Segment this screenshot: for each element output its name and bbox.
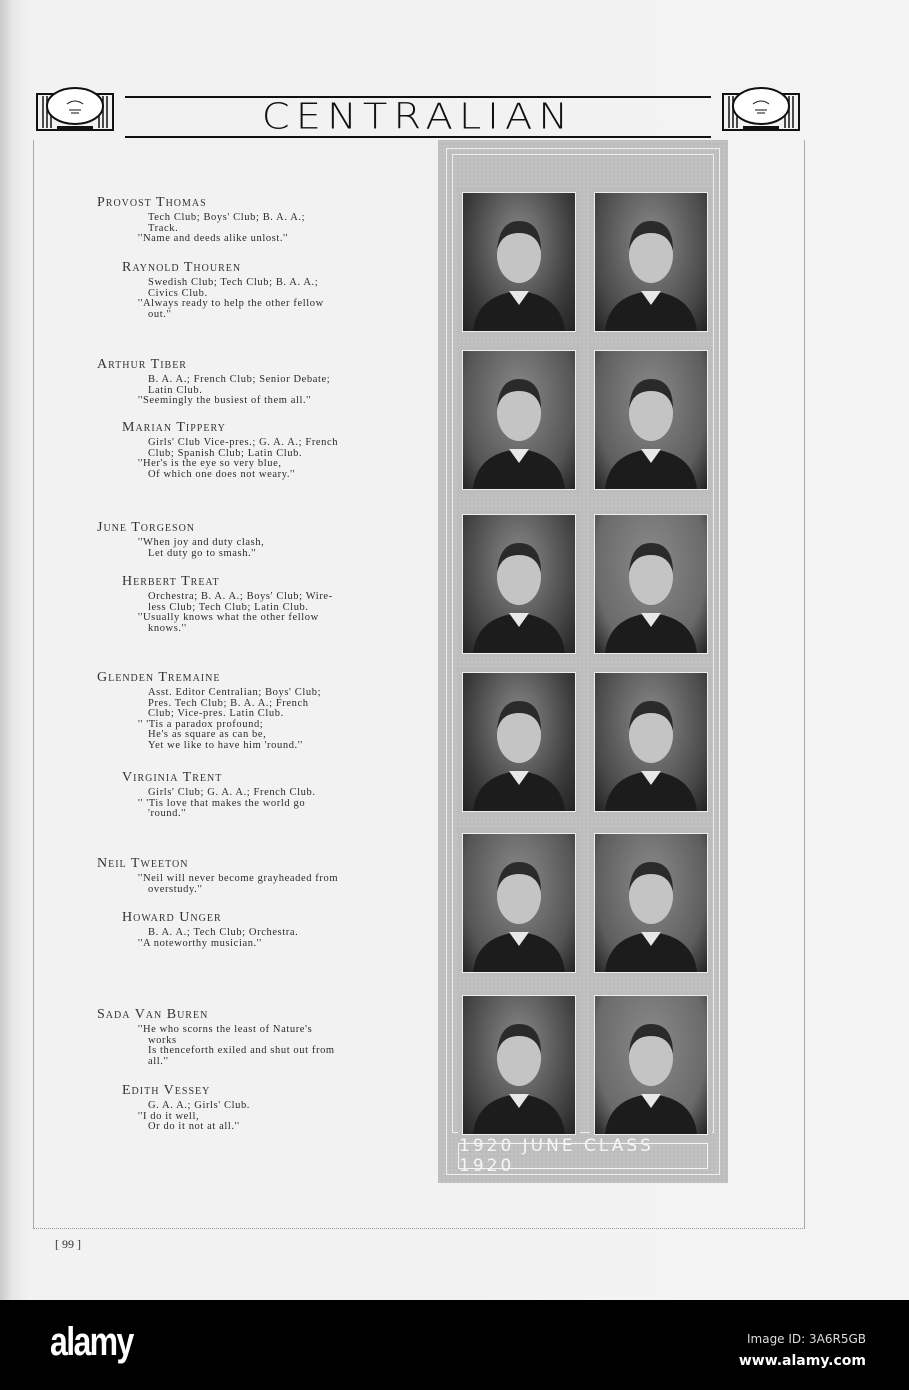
student-portrait — [462, 192, 576, 332]
football-emblem-icon — [719, 80, 803, 136]
student-entry — [122, 420, 422, 480]
student-detail-line: Yet we like to have him 'round.'' — [148, 739, 303, 751]
student-detail-line: less Club; Tech Club; Latin Club. — [148, 601, 309, 613]
student-entry — [97, 1007, 397, 1067]
student-entry — [97, 195, 397, 245]
watermark-bar — [0, 1300, 909, 1390]
student-detail-line: knows.'' — [148, 622, 187, 634]
student-detail-line: '' 'Tis love that makes the world go — [138, 797, 306, 809]
student-entry — [97, 357, 397, 407]
student-detail-line: Club; Spanish Club; Latin Club. — [148, 447, 303, 459]
student-name: Glenden Tremaine — [97, 670, 221, 685]
student-portrait — [594, 192, 708, 332]
student-detail-line: ''Always ready to help the other fellow — [138, 298, 324, 309]
student-entry — [122, 770, 422, 820]
student-detail-line: ''A noteworthy musician.'' — [138, 937, 262, 949]
photo-panel — [438, 140, 728, 1183]
student-detail-line: Track. — [148, 222, 179, 234]
student-name: Howard Unger — [122, 910, 222, 925]
student-entry — [97, 856, 397, 895]
student-name: Edith Vessey — [122, 1083, 211, 1098]
student-name: Neil Tweeton — [97, 856, 189, 871]
student-portrait — [462, 833, 576, 973]
alamy-logo: alamy — [50, 1320, 133, 1364]
title-banner — [125, 96, 711, 138]
student-entry — [122, 910, 422, 949]
student-detail-line: overstudy.'' — [148, 883, 203, 895]
student-portrait — [462, 350, 576, 490]
student-detail-line: '' 'Tis a paradox profound; — [138, 718, 264, 730]
student-name: Herbert Treat — [122, 574, 220, 589]
student-name: Provost Thomas — [97, 195, 207, 210]
student-detail-line: all.'' — [148, 1055, 169, 1067]
student-detail-line: ''Name and deeds alike unlost.'' — [138, 233, 289, 244]
image-id: Image ID: 3A6R5GB — [746, 1332, 866, 1346]
student-detail-line: He's as square as can be, — [148, 729, 267, 740]
student-portrait — [594, 995, 708, 1135]
student-detail-line: B. A. A.; Tech Club; Orchestra. — [148, 927, 299, 938]
student-name: June Torgeson — [97, 520, 196, 535]
student-portrait — [594, 350, 708, 490]
student-detail-line: G. A. A.; Girls' Club. — [148, 1100, 251, 1111]
student-portrait — [594, 833, 708, 973]
student-detail-line: out.'' — [148, 308, 172, 320]
student-detail-line: Of which one does not weary.'' — [148, 468, 296, 480]
student-detail-line: ''Seemingly the busiest of them all.'' — [138, 395, 312, 406]
student-entry — [122, 260, 422, 320]
student-detail-line: Girls' Club; G. A. A.; French Club. — [148, 787, 316, 798]
class-caption: 1920 JUNE CLASS 1920 — [458, 1143, 708, 1169]
student-detail-line: ''He who scorns the least of Nature's — [138, 1024, 313, 1035]
student-entry — [122, 1083, 422, 1133]
student-detail-line: Girls' Club Vice-pres.; G. A. A.; French — [148, 437, 339, 448]
student-name: Arthur Tiber — [97, 357, 187, 372]
student-name: Sada Van Buren — [97, 1007, 209, 1022]
student-portrait — [462, 672, 576, 812]
student-detail-line: Is thenceforth exiled and shut out from — [148, 1045, 335, 1056]
student-entry — [97, 520, 397, 559]
student-detail-line: ''Her's is the eye so very blue, — [138, 458, 282, 469]
student-detail-line: Let duty go to smash.'' — [148, 547, 257, 559]
student-name: Virginia Trent — [122, 770, 223, 785]
student-detail-line: B. A. A.; French Club; Senior Debate; — [148, 374, 331, 385]
student-detail-line: Club; Vice-pres. Latin Club. — [148, 708, 284, 719]
student-detail-line: Latin Club. — [148, 384, 203, 396]
student-portrait — [462, 995, 576, 1135]
student-entry — [122, 574, 422, 634]
student-entry — [97, 670, 397, 751]
student-portrait — [594, 514, 708, 654]
student-detail-line: works — [148, 1034, 177, 1046]
student-name: Raynold Thouren — [122, 260, 242, 275]
student-detail-line: Asst. Editor Centralian; Boys' Club; — [148, 687, 322, 698]
student-detail-line: Civics Club. — [148, 287, 208, 299]
student-portrait — [594, 672, 708, 812]
student-detail-line: ''Usually knows what the other fellow — [138, 612, 319, 623]
publication-title: CENTRALIAN — [261, 96, 575, 138]
watermark-url: www.alamy.com — [738, 1353, 866, 1369]
student-detail-line: Tech Club; Boys' Club; B. A. A.; — [148, 212, 306, 223]
student-detail-line: ''Neil will never become grayheaded from — [138, 873, 339, 884]
student-detail-line: 'round.'' — [148, 808, 187, 819]
page-header — [33, 80, 803, 138]
student-detail-line: Orchestra; B. A. A.; Boys' Club; Wire- — [148, 591, 333, 602]
student-detail-line: Pres. Tech Club; B. A. A.; French — [148, 697, 309, 709]
page-number: [ 99 ] — [55, 1237, 81, 1251]
student-detail-line: ''I do it well, — [138, 1110, 200, 1122]
student-name: Marian Tippery — [122, 420, 226, 435]
student-detail-line: Or do it not at all.'' — [148, 1121, 240, 1132]
student-portrait — [462, 514, 576, 654]
student-detail-line: Swedish Club; Tech Club; B. A. A.; — [148, 277, 319, 288]
football-emblem-icon — [33, 80, 117, 136]
student-detail-line: ''When joy and duty clash, — [138, 537, 265, 548]
